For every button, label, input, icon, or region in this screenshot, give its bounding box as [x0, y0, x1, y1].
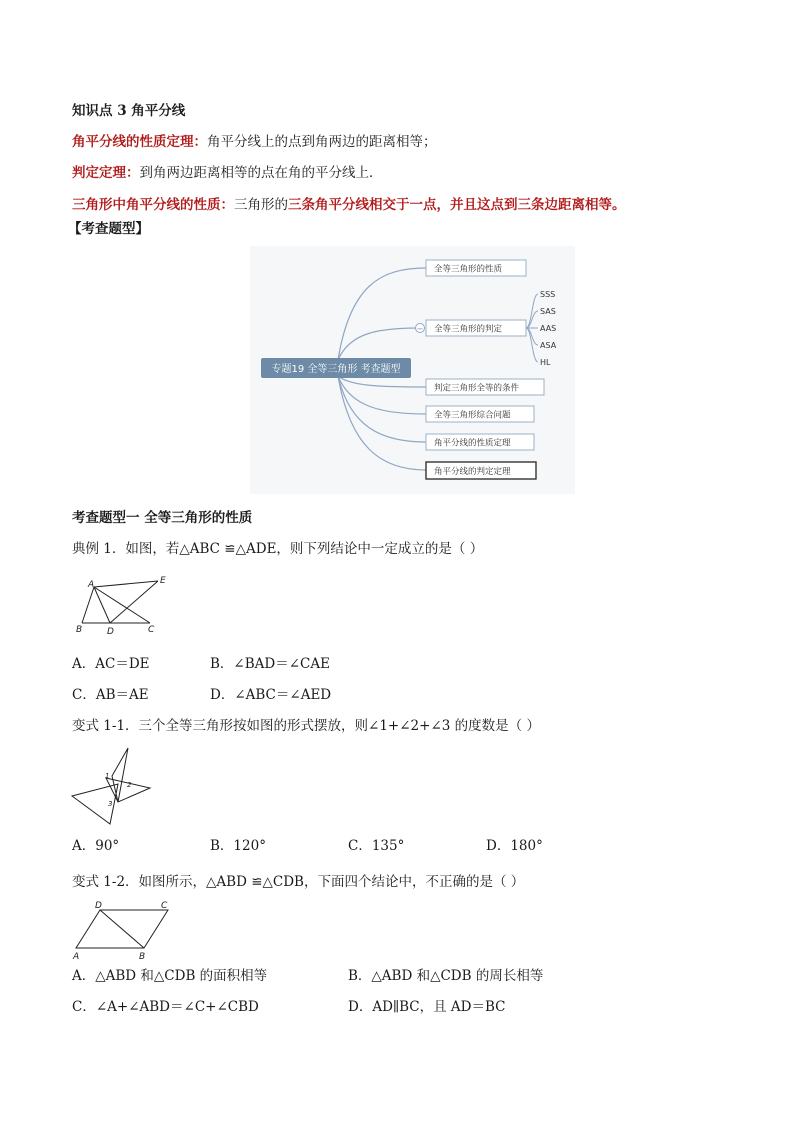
section1-title: 考查题型一 全等三角形的性质: [72, 510, 253, 526]
diagonal-db: [100, 910, 144, 948]
variant1-1-stem: 变式 1-1．三个全等三角形按如图的形式摆放，则∠1+∠2+∠3 的度数是（ ）: [72, 718, 540, 734]
mindmap-sub-item: HL: [540, 358, 551, 367]
point-label-a: A: [73, 952, 80, 962]
property-theorem-text: 角平分线上的点到角两边的距离相等；: [207, 134, 437, 150]
triangle-bisector-line: [72, 196, 626, 214]
variant1-1-figure: [70, 744, 152, 832]
mindmap-branch-label: 全等三角形的判定: [434, 324, 503, 335]
mindmap-sub-item: ASA: [540, 341, 557, 350]
point-label-e: E: [160, 576, 166, 586]
angle-label-1: 1: [105, 772, 110, 780]
variant1-2-stem: 变式 1-2．如图所示，△ABD ≌△CDB，下面四个结论中，不正确的是（ ）: [72, 874, 525, 890]
point-label-c: C: [161, 901, 168, 911]
mindmap: [250, 246, 575, 494]
example1-option-a[interactable]: A．AC＝DE: [72, 656, 150, 672]
point-label-d: D: [95, 901, 102, 911]
collapse-symbol: −: [416, 324, 424, 334]
segment-ae: [94, 581, 158, 587]
property-theorem-line: [72, 133, 437, 151]
variant1-2-figure: [70, 898, 176, 962]
example1-figure: [72, 573, 172, 635]
variant1-1-option-c[interactable]: C．135°: [348, 838, 405, 854]
variant1-1-option-b[interactable]: B．120°: [210, 838, 266, 854]
point-label-c: C: [148, 625, 155, 635]
triangle-bisector-highlight: 三条角平分线相交于一点，并且这点到三条边距离相等。: [288, 197, 626, 213]
mindmap-sub-item: AAS: [540, 324, 557, 333]
mindmap-branch-label: 角平分线的性质定理: [434, 438, 511, 449]
angle-label-3: 3: [108, 800, 113, 808]
example1-option-d[interactable]: D．∠ABC＝∠AED: [210, 687, 332, 703]
variant1-2-option-a[interactable]: A．△ABD 和△CDB 的面积相等: [72, 968, 268, 984]
example1-option-c[interactable]: C．AB＝AE: [72, 687, 149, 703]
point-label-a: A: [88, 580, 95, 590]
variant1-1-option-a[interactable]: A．90°: [72, 838, 120, 854]
mindmap-root-label: 专题19 全等三角形 考查题型: [271, 364, 401, 375]
variant1-2-option-d[interactable]: D．AD∥BC，且 AD＝BC: [348, 999, 506, 1015]
triangle-bisector-text: 三角形的: [234, 197, 288, 213]
angle-label-2: 2: [127, 781, 132, 789]
point-label-b: B: [76, 625, 83, 635]
variant1-1-option-d[interactable]: D．180°: [486, 838, 543, 854]
point-label-b: B: [139, 952, 146, 962]
judge-theorem-label: 判定定理：: [72, 165, 140, 181]
variant1-2-option-c[interactable]: C．∠A+∠ABD＝∠C+∠CBD: [72, 999, 259, 1015]
segment-ab: [82, 587, 94, 623]
example1-option-b[interactable]: B．∠BAD＝∠CAE: [210, 656, 330, 672]
point-label-d: D: [107, 627, 114, 635]
mindmap-branch-label: 角平分线的判定定理: [434, 467, 511, 477]
exam-types-heading: 【考查题型】: [68, 221, 149, 237]
judge-theorem-text: 到角两边距离相等的点在角的平分线上．: [139, 165, 383, 181]
property-theorem-label: 角平分线的性质定理：: [72, 134, 207, 150]
knowledge-heading: 知识点 3 角平分线: [72, 103, 186, 119]
triangle-bisector-label: 三角形中角平分线的性质：: [72, 197, 234, 213]
mindmap-branch-label: 判定三角形全等的条件: [434, 383, 520, 394]
mindmap-branch-label: 全等三角形的性质: [434, 264, 503, 275]
mindmap-sub-item: SSS: [540, 290, 556, 299]
variant1-2-option-b[interactable]: B．△ABD 和△CDB 的周长相等: [348, 968, 544, 984]
mindmap-sub-item: SAS: [540, 307, 556, 316]
example1-stem: 典例 1．如图，若△ABC ≌△ADE，则下列结论中一定成立的是（ ）: [72, 541, 484, 557]
mindmap-branch-label: 全等三角形综合问题: [434, 410, 511, 421]
judge-theorem-line: [72, 164, 383, 182]
